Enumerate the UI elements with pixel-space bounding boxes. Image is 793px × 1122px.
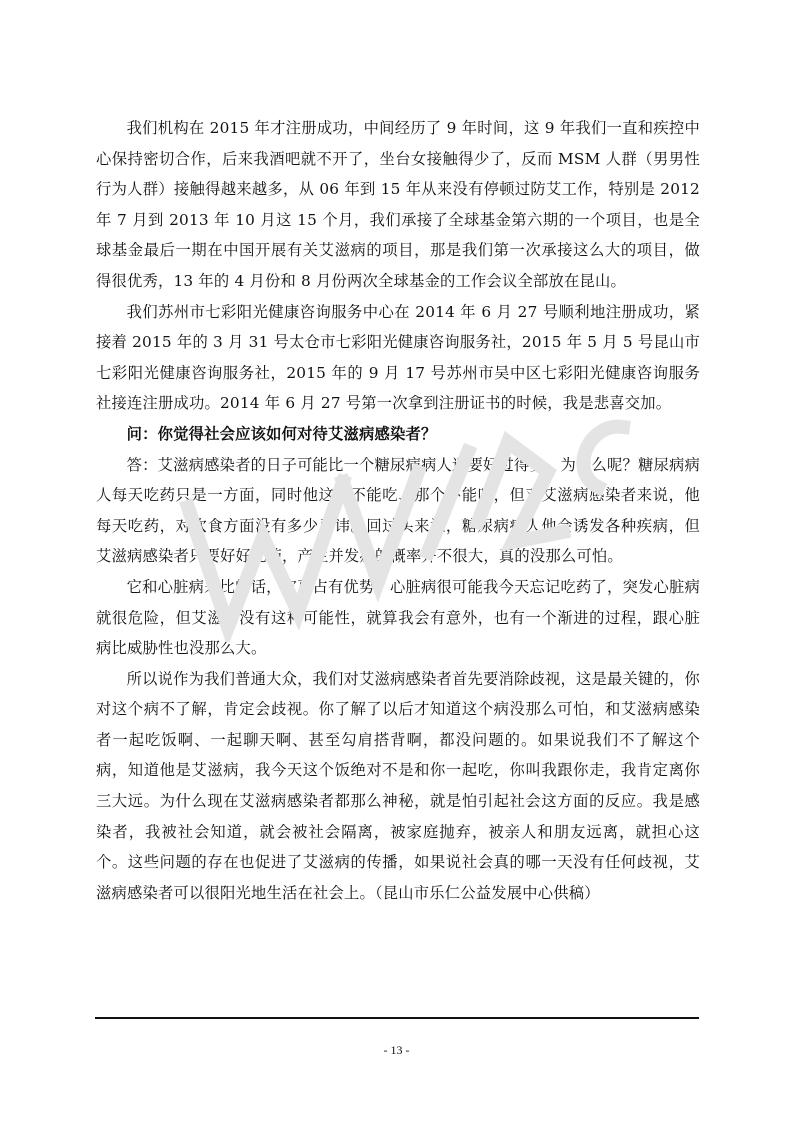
paragraph-4: 它和心脏病来比的话，它更占有优势，心脏病很可能我今天忘记吃药了，突发心脏病就很危险，但艾滋病没有这种可能性，就算我会有意外，也有一个渐进的过程，跟心脏病比威胁性也没那么大。: [96, 577, 700, 658]
question-heading: 问：你觉得社会应该如何对待艾滋病感染者？: [126, 424, 437, 443]
paragraph-2: 我们苏州市七彩阳光健康咨询服务中心在 2014 年 6 月 27 号顺利地注册成功，紧接着 2015 年的 3 月 31 号太仓市七彩阳光健康咨询服务社，2015 年 5 月 5 号昆山市七彩阳光健康咨询服务社，2015 年的 9 月 17 号苏州市吴中区七彩阳光健康咨询服务社接连注册成功。2014 年 6 月 27 号第一次拿到注册证书的时候，我是悲喜交加。: [96, 302, 700, 413]
footer-divider: [95, 1017, 699, 1019]
document-body: [96, 113, 700, 908]
page-number: - 13 -: [383, 1043, 410, 1057]
paragraph-1: 我们机构在 2015 年才注册成功，中间经历了 9 年时间，这 9 年我们一直和疾控中心保持密切合作，后来我酒吧就不开了，坐台女接触得少了，反而 MSM 人群（男男性行为人群）接触得越来越多，从 06 年到 15 年从来没有停顿过防艾工作，特别是 2012 年 7 月到 2013 年 10 月这 15 个月，我们承接了全球基金第六期的一个项目，也是全球基金最后一期在中国开展有关艾滋病的项目，那是我们第一次承接这么大的项目，做得很优秀，13 年的 4 月份和 8 月份两次全球基金的工作会议全部放在昆山。: [96, 119, 700, 290]
paragraph-3: 答：艾滋病感染者的日子可能比一个糖尿病病人还要好过得多，为什么呢？糖尿病病人每天吃药只是一方面，同时他这个不能吃、那个不能吃，但对艾滋病感染者来说，他每天吃药，对饮食方面没有多少忌讳。回过头来说，糖尿病病人他会诱发各种疾病，但艾滋病感染者只要好好吃药，产生并发症的概率并不很大，真的没那么可怕。: [96, 455, 700, 566]
paragraph-5: 所以说作为我们普通大众，我们对艾滋病感染者首先要消除歧视，这是最关键的，你对这个病不了解，肯定会歧视。你了解了以后才知道这个病没那么可怕，和艾滋病感染者一起吃饭啊、一起聊天啊、甚至勾肩搭背啊，都没问题的。如果说我们不了解这个病，知道他是艾滋病，我今天这个饭绝对不是和你一起吃，你叫我跟你走，我肯定离你三大远。为什么现在艾滋病感染者都那么神秘，就是怕引起社会这方面的反应。我是感染者，我被社会知道，就会被社会隔离，被家庭抛弃，被亲人和朋友远离，就担心这个。这些问题的存在也促进了艾滋病的传播，如果说社会真的哪一天没有任何歧视，艾滋病感染者可以很阳光地生活在社会上。（昆山市乐仁公益发展中心供稿）: [96, 669, 700, 902]
